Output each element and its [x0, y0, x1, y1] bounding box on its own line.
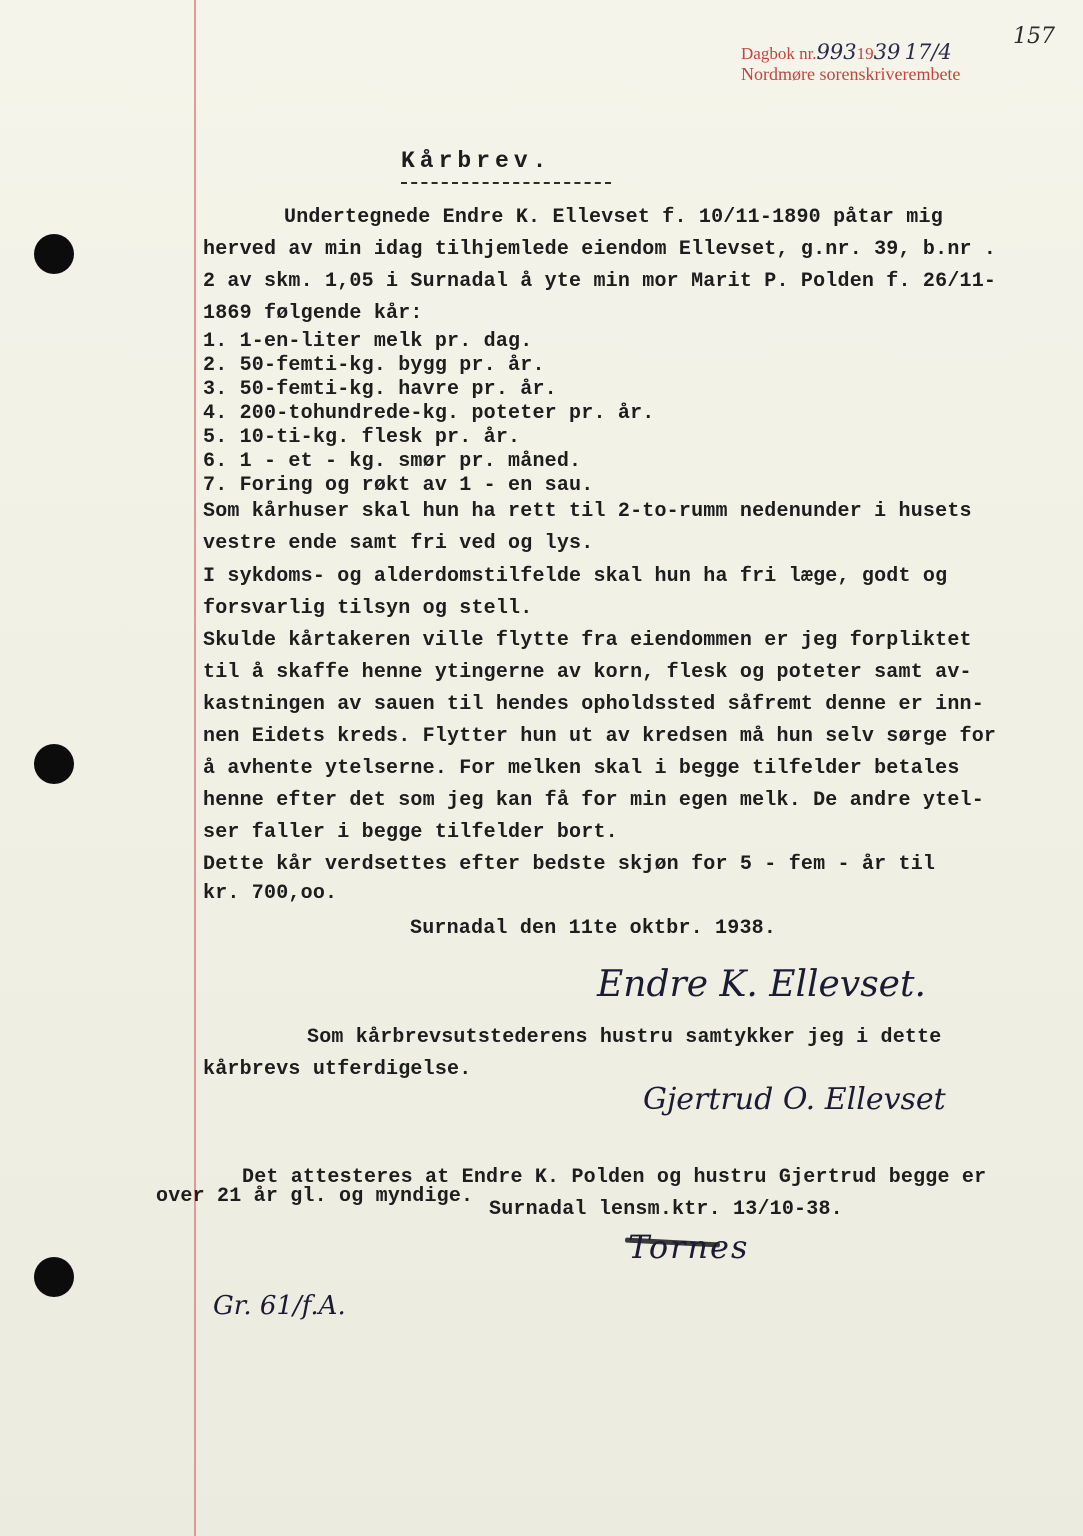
- stamp-hand-date: 17/4: [904, 40, 952, 64]
- body-line: Skulde kårtakeren ville flytte fra eiendommen er jeg forpliktet: [203, 629, 972, 652]
- list-item: 7. Foring og røkt av 1 - en sau.: [203, 474, 594, 497]
- consent-line: Som kårbrevsutstederens hustru samtykker jeg i dette: [307, 1026, 942, 1049]
- body-line: vestre ende samt fri ved og lys.: [203, 532, 594, 555]
- stamp-printed-label: Dagbok nr.: [741, 44, 817, 63]
- page-number: 157: [1013, 24, 1055, 49]
- body-line: 1869 følgende kår:: [203, 302, 423, 325]
- consent-line: kårbrevs utferdigelse.: [203, 1058, 472, 1081]
- body-line: I sykdoms- og alderdomstilfelde skal hun ha fri læge, godt og: [203, 565, 948, 588]
- margin-note: Gr. 61/f.A.: [213, 1291, 346, 1321]
- signature-lensmann: Tornes: [628, 1228, 750, 1266]
- body-line: Dette kår verdsettes efter bedste skjøn for 5 - fem - år til: [203, 853, 936, 876]
- margin-line: [194, 0, 196, 1536]
- attest-office-date: Surnadal lensm.ktr. 13/10-38.: [489, 1198, 843, 1221]
- stamp-printed-century: 19: [856, 44, 874, 63]
- body-line: kastningen av sauen til hendes opholdssted såfremt denne er inn-: [203, 693, 984, 716]
- stamp-hand-year: 39: [873, 40, 901, 64]
- place-date: Surnadal den 11te oktbr. 1938.: [410, 917, 777, 940]
- stamp-hand-number: 993: [816, 40, 857, 64]
- body-line: til å skaffe henne ytingerne av korn, flesk og poteter samt av-: [203, 661, 972, 684]
- punch-hole-top: [34, 234, 74, 274]
- title-underline: [401, 182, 611, 184]
- registry-stamp-number: [741, 40, 952, 64]
- registry-stamp-office: Nordmøre sorenskriverembete: [741, 64, 961, 84]
- body-line: ser faller i begge tilfelder bort.: [203, 821, 618, 844]
- document-title: Kårbrev.: [401, 148, 552, 174]
- signature-gjertrud: Gjertrud O. Ellevset: [643, 1082, 946, 1117]
- body-line: herved av min idag tilhjemlede eiendom Ellevset, g.nr. 39, b.nr .: [203, 238, 997, 261]
- list-item: 4. 200-tohundrede-kg. poteter pr. år.: [203, 402, 655, 425]
- body-line: Som kårhuser skal hun ha rett til 2-to-rumm nedenunder i husets: [203, 500, 972, 523]
- body-line: nen Eidets kreds. Flytter hun ut av kredsen må hun selv sørge for: [203, 725, 997, 748]
- list-item: 6. 1 - et - kg. smør pr. måned.: [203, 450, 582, 473]
- attest-line: over 21 år gl. og myndige.: [156, 1185, 474, 1208]
- list-item: 2. 50-femti-kg. bygg pr. år.: [203, 354, 545, 377]
- attest-line: Det attesteres at Endre K. Polden og hustru Gjertrud begge er: [242, 1166, 987, 1189]
- list-item: 1. 1-en-liter melk pr. dag.: [203, 330, 533, 353]
- punch-hole-bottom: [34, 1257, 74, 1297]
- body-line: forsvarlig tilsyn og stell.: [203, 597, 533, 620]
- body-line: kr. 700,oo.: [203, 882, 338, 905]
- body-line: 2 av skm. 1,05 i Surnadal å yte min mor Marit P. Polden f. 26/11-: [203, 270, 997, 293]
- list-item: 3. 50-femti-kg. havre pr. år.: [203, 378, 557, 401]
- body-line: å avhente ytelserne. For melken skal i begge tilfelder betales: [203, 757, 960, 780]
- punch-hole-middle: [34, 744, 74, 784]
- body-line: henne efter det som jeg kan få for min egen melk. De andre ytel-: [203, 789, 984, 812]
- list-item: 5. 10-ti-kg. flesk pr. år.: [203, 426, 521, 449]
- body-line: Undertegnede Endre K. Ellevset f. 10/11-1890 påtar mig: [284, 206, 943, 229]
- signature-endre: Endre K. Ellevset.: [597, 964, 926, 1005]
